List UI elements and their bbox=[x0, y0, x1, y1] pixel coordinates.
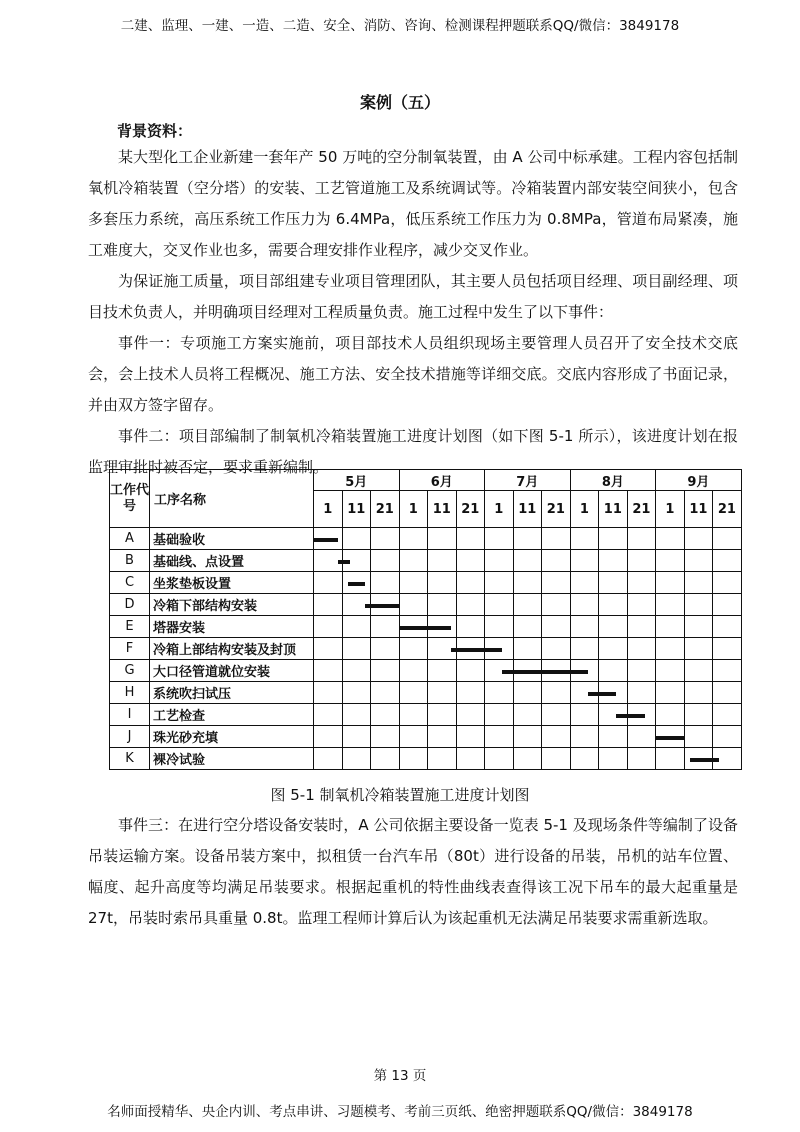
task-name: 基础验收 bbox=[150, 528, 314, 550]
gantt-cell bbox=[627, 704, 656, 726]
gantt-cell bbox=[684, 726, 713, 748]
gantt-table bbox=[109, 469, 742, 770]
gantt-cell bbox=[342, 704, 371, 726]
gantt-cell bbox=[456, 638, 485, 660]
gantt-cell bbox=[599, 528, 628, 550]
day-tick: 21 bbox=[371, 491, 400, 528]
day-tick: 1 bbox=[570, 491, 599, 528]
gantt-cell bbox=[342, 638, 371, 660]
gantt-cell bbox=[513, 550, 542, 572]
gantt-cell bbox=[542, 660, 571, 682]
background-heading: 背景资料： bbox=[117, 122, 193, 140]
task-row bbox=[110, 528, 742, 550]
gantt-cell bbox=[342, 616, 371, 638]
gantt-cell bbox=[456, 704, 485, 726]
gantt-cell bbox=[599, 550, 628, 572]
gantt-cell bbox=[513, 528, 542, 550]
paragraph-project-intro: 某大型化工企业新建一套年产 50 万吨的空分制氧装置，由 A 公司中标承建。工程内容包括制氧机冷箱装置（空分塔）的安装、工艺管道施工及系统调试等。冷箱装置内部安装空间狭小，包含多套压力系统，高压系统工作压力为 6.4MPa，低压系统工作压力为 0.8MPa，管道布局紧凑，施工难度大，交叉作业也多，需要合理安排作业程序，减少交叉作业。 bbox=[88, 148, 738, 259]
gantt-cell bbox=[456, 660, 485, 682]
gantt-cell bbox=[314, 616, 343, 638]
gantt-cell bbox=[542, 704, 571, 726]
day-tick: 11 bbox=[342, 491, 371, 528]
gantt-cell bbox=[627, 550, 656, 572]
header-banner: 二建、监理、一建、一造、二造、安全、消防、咨询、检测课程押题联系QQ/微信：3849178 bbox=[120, 18, 680, 34]
gantt-cell bbox=[371, 660, 400, 682]
gantt-cell bbox=[513, 704, 542, 726]
day-tick: 11 bbox=[513, 491, 542, 528]
gantt-cell bbox=[599, 660, 628, 682]
gantt-cell bbox=[599, 682, 628, 704]
gantt-cell bbox=[371, 726, 400, 748]
gantt-cell bbox=[713, 704, 742, 726]
task-row bbox=[110, 682, 742, 704]
gantt-cell bbox=[713, 594, 742, 616]
month-august: 8月 bbox=[570, 470, 656, 491]
task-code: A bbox=[110, 528, 150, 550]
gantt-cell bbox=[599, 616, 628, 638]
gantt-cell bbox=[399, 528, 428, 550]
gantt-cell bbox=[485, 682, 514, 704]
gantt-cell bbox=[570, 638, 599, 660]
gantt-cell bbox=[656, 550, 685, 572]
month-may: 5月 bbox=[314, 470, 400, 491]
gantt-cell bbox=[570, 704, 599, 726]
gantt-cell bbox=[428, 616, 457, 638]
gantt-cell bbox=[656, 660, 685, 682]
gantt-cell bbox=[485, 726, 514, 748]
gantt-cell bbox=[456, 726, 485, 748]
month-september: 9月 bbox=[656, 470, 742, 491]
gantt-cell bbox=[371, 616, 400, 638]
gantt-cell bbox=[513, 748, 542, 770]
task-name: 基础线、点设置 bbox=[150, 550, 314, 572]
gantt-cell bbox=[342, 682, 371, 704]
task-name: 大口径管道就位安装 bbox=[150, 660, 314, 682]
gantt-cell bbox=[570, 682, 599, 704]
gantt-cell bbox=[314, 682, 343, 704]
gantt-cell bbox=[456, 748, 485, 770]
gantt-cell bbox=[627, 594, 656, 616]
gantt-cell bbox=[684, 528, 713, 550]
gantt-cell bbox=[656, 572, 685, 594]
gantt-cell bbox=[542, 572, 571, 594]
gantt-cell bbox=[656, 704, 685, 726]
gantt-cell bbox=[570, 616, 599, 638]
gantt-cell bbox=[570, 660, 599, 682]
gantt-cell bbox=[399, 660, 428, 682]
task-name: 冷箱上部结构安装及封顶 bbox=[150, 638, 314, 660]
task-code: F bbox=[110, 638, 150, 660]
task-row bbox=[110, 594, 742, 616]
task-name: 冷箱下部结构安装 bbox=[150, 594, 314, 616]
gantt-cell bbox=[684, 704, 713, 726]
gantt-cell bbox=[570, 594, 599, 616]
paragraph-event-three: 事件三：在进行空分塔设备安装时，A 公司依据主要设备一览表 5-1 及现场条件等编制了设备吊装运输方案。设备吊装方案中，拟租赁一台汽车吊（80t）进行设备的吊装，吊机的站车位置、幅度、起升高度等均满足吊装要求。根据起重机的特性曲线表查得该工况下吊车的最大起重量是 27t，吊装时索吊具重量 0.8t。监理工程师计算后认为该起重机无法满足吊装要求需重新选取。 bbox=[88, 816, 738, 927]
gantt-cell bbox=[399, 704, 428, 726]
task-name: 工艺检查 bbox=[150, 704, 314, 726]
gantt-cell bbox=[599, 748, 628, 770]
gantt-cell bbox=[456, 594, 485, 616]
gantt-cell bbox=[713, 660, 742, 682]
gantt-cell bbox=[513, 660, 542, 682]
gantt-cell bbox=[456, 682, 485, 704]
gantt-cell bbox=[513, 726, 542, 748]
gantt-cell bbox=[713, 726, 742, 748]
gantt-chart bbox=[109, 469, 741, 770]
gantt-cell bbox=[371, 704, 400, 726]
gantt-cell bbox=[485, 660, 514, 682]
gantt-cell bbox=[371, 682, 400, 704]
gantt-cell bbox=[456, 528, 485, 550]
gantt-cell bbox=[428, 550, 457, 572]
gantt-cell bbox=[627, 748, 656, 770]
gantt-cell bbox=[371, 550, 400, 572]
task-code: B bbox=[110, 550, 150, 572]
gantt-cell bbox=[456, 616, 485, 638]
task-code: C bbox=[110, 572, 150, 594]
gantt-cell bbox=[399, 572, 428, 594]
gantt-cell bbox=[656, 594, 685, 616]
task-row bbox=[110, 572, 742, 594]
gantt-cell bbox=[713, 638, 742, 660]
task-name: 系统吹扫试压 bbox=[150, 682, 314, 704]
gantt-cell bbox=[342, 660, 371, 682]
gantt-cell bbox=[428, 726, 457, 748]
gantt-cell bbox=[371, 638, 400, 660]
gantt-cell bbox=[371, 572, 400, 594]
month-july: 7月 bbox=[485, 470, 571, 491]
gantt-cell bbox=[570, 550, 599, 572]
gantt-cell bbox=[485, 550, 514, 572]
task-name: 坐浆垫板设置 bbox=[150, 572, 314, 594]
paragraph-team: 为保证施工质量，项目部组建专业项目管理团队，其主要人员包括项目经理、项目副经理、项目技术负责人，并明确项目经理对工程质量负责。施工过程中发生了以下事件： bbox=[88, 272, 738, 321]
day-tick: 21 bbox=[713, 491, 742, 528]
gantt-cell bbox=[342, 726, 371, 748]
gantt-cell bbox=[570, 528, 599, 550]
gantt-cell bbox=[399, 550, 428, 572]
day-tick: 11 bbox=[599, 491, 628, 528]
figure-caption: 图 5-1 制氧机冷箱装置施工进度计划图 bbox=[270, 786, 530, 804]
gantt-cell bbox=[684, 682, 713, 704]
footer-banner: 名师面授精华、央企内训、考点串讲、习题模考、考前三页纸、绝密押题联系QQ/微信：3849178 bbox=[107, 1104, 693, 1120]
task-name: 塔器安装 bbox=[150, 616, 314, 638]
paragraph-event-one: 事件一：专项施工方案实施前，项目部技术人员组织现场主要管理人员召开了安全技术交底会，会上技术人员将工程概况、施工方法、安全技术措施等详细交底。交底内容形成了书面记录，并由双方签字留存。 bbox=[88, 334, 738, 414]
gantt-cell bbox=[485, 528, 514, 550]
task-name: 珠光砂充填 bbox=[150, 726, 314, 748]
task-row bbox=[110, 550, 742, 572]
gantt-cell bbox=[428, 572, 457, 594]
gantt-cell bbox=[542, 748, 571, 770]
task-code: J bbox=[110, 726, 150, 748]
gantt-cell bbox=[314, 726, 343, 748]
task-row bbox=[110, 748, 742, 770]
gantt-cell bbox=[342, 550, 371, 572]
task-row bbox=[110, 726, 742, 748]
page-number: 第 13 页 bbox=[373, 1068, 427, 1084]
gantt-cell bbox=[371, 748, 400, 770]
day-tick: 11 bbox=[684, 491, 713, 528]
gantt-cell bbox=[713, 528, 742, 550]
gantt-cell bbox=[627, 616, 656, 638]
task-code: E bbox=[110, 616, 150, 638]
gantt-cell bbox=[656, 638, 685, 660]
gantt-cell bbox=[713, 550, 742, 572]
task-code: I bbox=[110, 704, 150, 726]
task-name: 裸冷试验 bbox=[150, 748, 314, 770]
gantt-cell bbox=[684, 616, 713, 638]
gantt-cell bbox=[485, 594, 514, 616]
gantt-cell bbox=[513, 572, 542, 594]
gantt-cell bbox=[314, 550, 343, 572]
day-tick: 21 bbox=[456, 491, 485, 528]
task-code: D bbox=[110, 594, 150, 616]
gantt-cell bbox=[513, 594, 542, 616]
gantt-cell bbox=[428, 638, 457, 660]
day-tick: 21 bbox=[627, 491, 656, 528]
gantt-cell bbox=[399, 616, 428, 638]
gantt-cell bbox=[684, 594, 713, 616]
task-row bbox=[110, 660, 742, 682]
gantt-cell bbox=[342, 594, 371, 616]
gantt-cell bbox=[428, 682, 457, 704]
gantt-cell bbox=[656, 528, 685, 550]
gantt-cell bbox=[684, 660, 713, 682]
gantt-cell bbox=[342, 572, 371, 594]
gantt-cell bbox=[428, 660, 457, 682]
gantt-cell bbox=[599, 572, 628, 594]
gantt-cell bbox=[684, 550, 713, 572]
gantt-cell bbox=[399, 594, 428, 616]
gantt-cell bbox=[428, 594, 457, 616]
gantt-cell bbox=[314, 638, 343, 660]
gantt-cell bbox=[684, 748, 713, 770]
gantt-cell bbox=[542, 616, 571, 638]
task-code: G bbox=[110, 660, 150, 682]
day-tick: 1 bbox=[314, 491, 343, 528]
gantt-cell bbox=[485, 704, 514, 726]
gantt-cell bbox=[599, 638, 628, 660]
gantt-cell bbox=[713, 572, 742, 594]
gantt-cell bbox=[570, 748, 599, 770]
gantt-cell bbox=[542, 682, 571, 704]
gantt-cell bbox=[542, 726, 571, 748]
task-row bbox=[110, 704, 742, 726]
header-work-code: 工作代号 bbox=[110, 470, 150, 528]
gantt-cell bbox=[627, 726, 656, 748]
gantt-cell bbox=[314, 528, 343, 550]
gantt-cell bbox=[314, 748, 343, 770]
gantt-cell bbox=[428, 528, 457, 550]
task-code: H bbox=[110, 682, 150, 704]
gantt-cell bbox=[485, 572, 514, 594]
gantt-cell bbox=[684, 638, 713, 660]
gantt-cell bbox=[656, 726, 685, 748]
gantt-cell bbox=[656, 616, 685, 638]
day-tick: 11 bbox=[428, 491, 457, 528]
gantt-cell bbox=[599, 594, 628, 616]
gantt-cell bbox=[656, 748, 685, 770]
gantt-cell bbox=[485, 616, 514, 638]
gantt-cell bbox=[513, 616, 542, 638]
gantt-cell bbox=[314, 704, 343, 726]
gantt-cell bbox=[399, 748, 428, 770]
gantt-cell bbox=[314, 572, 343, 594]
gantt-cell bbox=[456, 572, 485, 594]
task-row bbox=[110, 638, 742, 660]
gantt-cell bbox=[485, 638, 514, 660]
gantt-cell bbox=[627, 660, 656, 682]
gantt-cell bbox=[713, 748, 742, 770]
gantt-cell bbox=[570, 726, 599, 748]
gantt-cell bbox=[627, 682, 656, 704]
gantt-cell bbox=[542, 594, 571, 616]
gantt-cell bbox=[371, 528, 400, 550]
gantt-cell bbox=[570, 572, 599, 594]
gantt-cell bbox=[428, 704, 457, 726]
month-june: 6月 bbox=[399, 470, 485, 491]
gantt-cell bbox=[485, 748, 514, 770]
task-code: K bbox=[110, 748, 150, 770]
gantt-cell bbox=[599, 704, 628, 726]
day-tick: 1 bbox=[656, 491, 685, 528]
gantt-cell bbox=[399, 726, 428, 748]
gantt-cell bbox=[513, 638, 542, 660]
case-title: 案例（五） bbox=[359, 93, 440, 112]
header-process-name: 工序名称 bbox=[150, 470, 314, 528]
gantt-cell bbox=[399, 638, 428, 660]
gantt-cell bbox=[627, 528, 656, 550]
gantt-cell bbox=[342, 528, 371, 550]
day-tick: 1 bbox=[485, 491, 514, 528]
gantt-cell bbox=[542, 550, 571, 572]
gantt-cell bbox=[399, 682, 428, 704]
gantt-cell bbox=[314, 660, 343, 682]
gantt-cell bbox=[627, 572, 656, 594]
gantt-cell bbox=[656, 682, 685, 704]
gantt-cell bbox=[342, 748, 371, 770]
gantt-cell bbox=[599, 726, 628, 748]
gantt-cell bbox=[713, 616, 742, 638]
gantt-cell bbox=[542, 528, 571, 550]
gantt-cell bbox=[428, 748, 457, 770]
gantt-cell bbox=[684, 572, 713, 594]
task-row bbox=[110, 616, 742, 638]
gantt-cell bbox=[627, 638, 656, 660]
gantt-cell bbox=[371, 594, 400, 616]
gantt-cell bbox=[513, 682, 542, 704]
gantt-cell bbox=[456, 550, 485, 572]
paragraph-event-two: 事件二：项目部编制了制氧机冷箱装置施工进度计划图（如下图 5-1 所示），该进度计划在报监理审批时被否定，要求重新编制。 bbox=[88, 427, 738, 476]
task-bar bbox=[314, 538, 338, 542]
day-tick: 21 bbox=[542, 491, 571, 528]
gantt-cell bbox=[713, 682, 742, 704]
gantt-cell bbox=[314, 594, 343, 616]
day-tick: 1 bbox=[399, 491, 428, 528]
gantt-cell bbox=[542, 638, 571, 660]
